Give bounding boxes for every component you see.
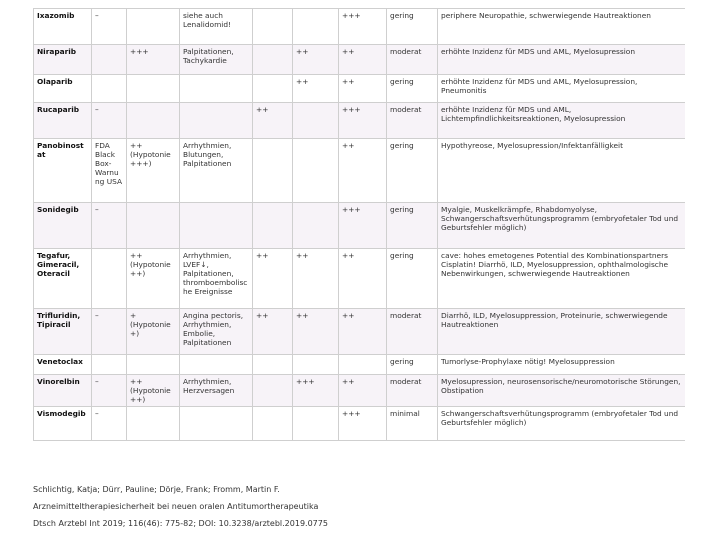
cell-g-cell: ++ bbox=[339, 139, 387, 203]
drug-name-cell: Sonidegib bbox=[34, 203, 92, 249]
cell-g-cell: +++ bbox=[339, 203, 387, 249]
table-row bbox=[34, 139, 686, 203]
emetic-risk-cell: minimal bbox=[387, 407, 438, 441]
drug-name-cell: Vismodegib bbox=[34, 407, 92, 441]
warning-cell bbox=[92, 355, 127, 375]
cell-f-cell: ++ bbox=[293, 45, 339, 75]
cell-g-cell: ++ bbox=[339, 45, 387, 75]
cell-e-cell bbox=[253, 75, 293, 103]
emetic-risk-cell: moderat bbox=[387, 103, 438, 139]
notes-cell: Diarrhö, ILD, Myelosuppression, Proteinurie, schwerwiegende Hautreaktionen bbox=[438, 309, 686, 355]
drug-name-cell: Tegafur, Gimeracil, Oteracil bbox=[34, 249, 92, 309]
warning-cell bbox=[92, 75, 127, 103]
cell-c-cell bbox=[127, 9, 180, 45]
cell-f-cell bbox=[293, 203, 339, 249]
notes-cell: erhöhte Inzidenz für MDS und AML, Myelosupression bbox=[438, 45, 686, 75]
table-row bbox=[34, 309, 686, 355]
emetic-risk-cell: gering bbox=[387, 355, 438, 375]
cell-e-cell bbox=[253, 9, 293, 45]
notes-cell: cave: hohes emetogenes Potential des Kombinationspartners Cisplatin! Diarrhö, ILD, Myelosuppression, ophthalmologische Nebenwirkungen, schwerwiegende Hautreaktionen bbox=[438, 249, 686, 309]
drug-name-cell: Ixazomib bbox=[34, 9, 92, 45]
emetic-risk-cell: moderat bbox=[387, 309, 438, 355]
cell-g-cell: ++ bbox=[339, 375, 387, 407]
cardiac-cell: Palpitationen, Tachykardie bbox=[180, 45, 253, 75]
cell-g-cell: +++ bbox=[339, 407, 387, 441]
cell-f-cell: +++ bbox=[293, 375, 339, 407]
notes-cell: Hypothyreose, Myelosupression/Infektanfälligkeit bbox=[438, 139, 686, 203]
emetic-risk-cell: gering bbox=[387, 75, 438, 103]
cell-e-cell bbox=[253, 375, 293, 407]
cell-f-cell bbox=[293, 407, 339, 441]
cardiac-cell: Arrhythmien, Herzversagen bbox=[180, 375, 253, 407]
drug-name-cell: Niraparib bbox=[34, 45, 92, 75]
cardiac-cell bbox=[180, 355, 253, 375]
cell-g-cell bbox=[339, 355, 387, 375]
table-row bbox=[34, 103, 686, 139]
emetic-risk-cell: moderat bbox=[387, 45, 438, 75]
warning-cell: FDA Black Box-Warnung USA bbox=[92, 139, 127, 203]
cardiac-cell bbox=[180, 203, 253, 249]
cell-e-cell bbox=[253, 355, 293, 375]
citation-title: Arzneimitteltherapiesicherheit bei neuen oralen Antitumortherapeutika bbox=[33, 502, 319, 511]
cell-c-cell: + (Hypotonie +) bbox=[127, 309, 180, 355]
citation-authors: Schlichtig, Katja; Dürr, Pauline; Dörje, Frank; Fromm, Martin F. bbox=[33, 485, 280, 494]
drug-name-cell: Rucaparib bbox=[34, 103, 92, 139]
warning-cell bbox=[92, 45, 127, 75]
emetic-risk-cell: moderat bbox=[387, 375, 438, 407]
table-row bbox=[34, 203, 686, 249]
cell-c-cell bbox=[127, 407, 180, 441]
cell-f-cell bbox=[293, 9, 339, 45]
cell-f-cell: ++ bbox=[293, 249, 339, 309]
cardiac-cell: Arrhythmien, LVEF↓, Palpitationen, thromboembolische Ereignisse bbox=[180, 249, 253, 309]
cell-f-cell bbox=[293, 355, 339, 375]
cell-c-cell: ++ (Hypotonie +++) bbox=[127, 139, 180, 203]
cell-g-cell: ++ bbox=[339, 249, 387, 309]
cell-e-cell bbox=[253, 203, 293, 249]
cell-f-cell bbox=[293, 139, 339, 203]
cardiac-cell: siehe auch Lenalidomid! bbox=[180, 9, 253, 45]
drug-table bbox=[33, 8, 685, 471]
cell-c-cell: ++ (Hypotonie ++) bbox=[127, 375, 180, 407]
cardiac-cell bbox=[180, 407, 253, 441]
emetic-risk-cell: gering bbox=[387, 9, 438, 45]
warning-cell bbox=[92, 249, 127, 309]
table-row bbox=[34, 355, 686, 375]
citation-block bbox=[33, 481, 693, 532]
cell-g-cell: +++ bbox=[339, 103, 387, 139]
drug-name-cell: Trifluridin, Tipiracil bbox=[34, 309, 92, 355]
cell-c-cell: +++ bbox=[127, 45, 180, 75]
cell-e-cell: ++ bbox=[253, 309, 293, 355]
cardiac-cell: Angina pectoris, Arrhythmien, Embolie, Palpitationen bbox=[180, 309, 253, 355]
warning-cell: – bbox=[92, 9, 127, 45]
drug-name-cell: Venetoclax bbox=[34, 355, 92, 375]
table-row bbox=[34, 75, 686, 103]
emetic-risk-cell: gering bbox=[387, 249, 438, 309]
cell-c-cell bbox=[127, 203, 180, 249]
cardiac-cell: Arrhythmien, Blutungen, Palpitationen bbox=[180, 139, 253, 203]
cell-c-cell bbox=[127, 75, 180, 103]
drug-name-cell: Olaparib bbox=[34, 75, 92, 103]
cell-c-cell: ++ (Hypotonie ++) bbox=[127, 249, 180, 309]
warning-cell: – bbox=[92, 309, 127, 355]
notes-cell: erhöhte Inzidenz für MDS und AML, Lichtempfindlichkeitsreaktionen, Myelosupression bbox=[438, 103, 686, 139]
warning-cell: – bbox=[92, 375, 127, 407]
cell-g-cell: +++ bbox=[339, 9, 387, 45]
cell-e-cell bbox=[253, 139, 293, 203]
citation-reference: Dtsch Arztebl Int 2019; 116(46): 775-82; DOI: 10.3238/arztebl.2019.0775 bbox=[33, 519, 328, 528]
warning-cell: – bbox=[92, 203, 127, 249]
notes-cell: Schwangerschaftsverhütungsprogramm (embryofetaler Tod und Geburtsfehler möglich) bbox=[438, 407, 686, 441]
notes-cell: Tumorlyse-Prophylaxe nötig! Myelosuppression bbox=[438, 355, 686, 375]
warning-cell: – bbox=[92, 407, 127, 441]
table-row bbox=[34, 9, 686, 45]
cell-f-cell: ++ bbox=[293, 75, 339, 103]
table-row bbox=[34, 375, 686, 407]
drug-name-cell: Vinorelbin bbox=[34, 375, 92, 407]
cell-e-cell bbox=[253, 407, 293, 441]
cell-g-cell: ++ bbox=[339, 309, 387, 355]
cell-e-cell: ++ bbox=[253, 103, 293, 139]
warning-cell: – bbox=[92, 103, 127, 139]
drug-name-cell: Panobinostat bbox=[34, 139, 92, 203]
cardiac-cell bbox=[180, 75, 253, 103]
cell-c-cell bbox=[127, 103, 180, 139]
table-row bbox=[34, 407, 686, 441]
notes-cell: Myalgie, Muskelkrämpfe, Rhabdomyolyse, Schwangerschaftsverhütungsprogramm (embryofetaler Tod und Geburtsfehler möglich) bbox=[438, 203, 686, 249]
cell-f-cell: ++ bbox=[293, 309, 339, 355]
cell-e-cell bbox=[253, 45, 293, 75]
cell-f-cell bbox=[293, 103, 339, 139]
emetic-risk-cell: gering bbox=[387, 203, 438, 249]
notes-cell: Myelosupression, neurosensorische/neuromotorische Störungen, Obstipation bbox=[438, 375, 686, 407]
cell-g-cell: ++ bbox=[339, 75, 387, 103]
table-row bbox=[34, 45, 686, 75]
notes-cell: periphere Neuropathie, schwerwiegende Hautreaktionen bbox=[438, 9, 686, 45]
table-row bbox=[34, 249, 686, 309]
cell-c-cell bbox=[127, 355, 180, 375]
notes-cell: erhöhte Inzidenz für MDS und AML, Myelosupression, Pneumonitis bbox=[438, 75, 686, 103]
cardiac-cell bbox=[180, 103, 253, 139]
cell-e-cell: ++ bbox=[253, 249, 293, 309]
emetic-risk-cell: gering bbox=[387, 139, 438, 203]
